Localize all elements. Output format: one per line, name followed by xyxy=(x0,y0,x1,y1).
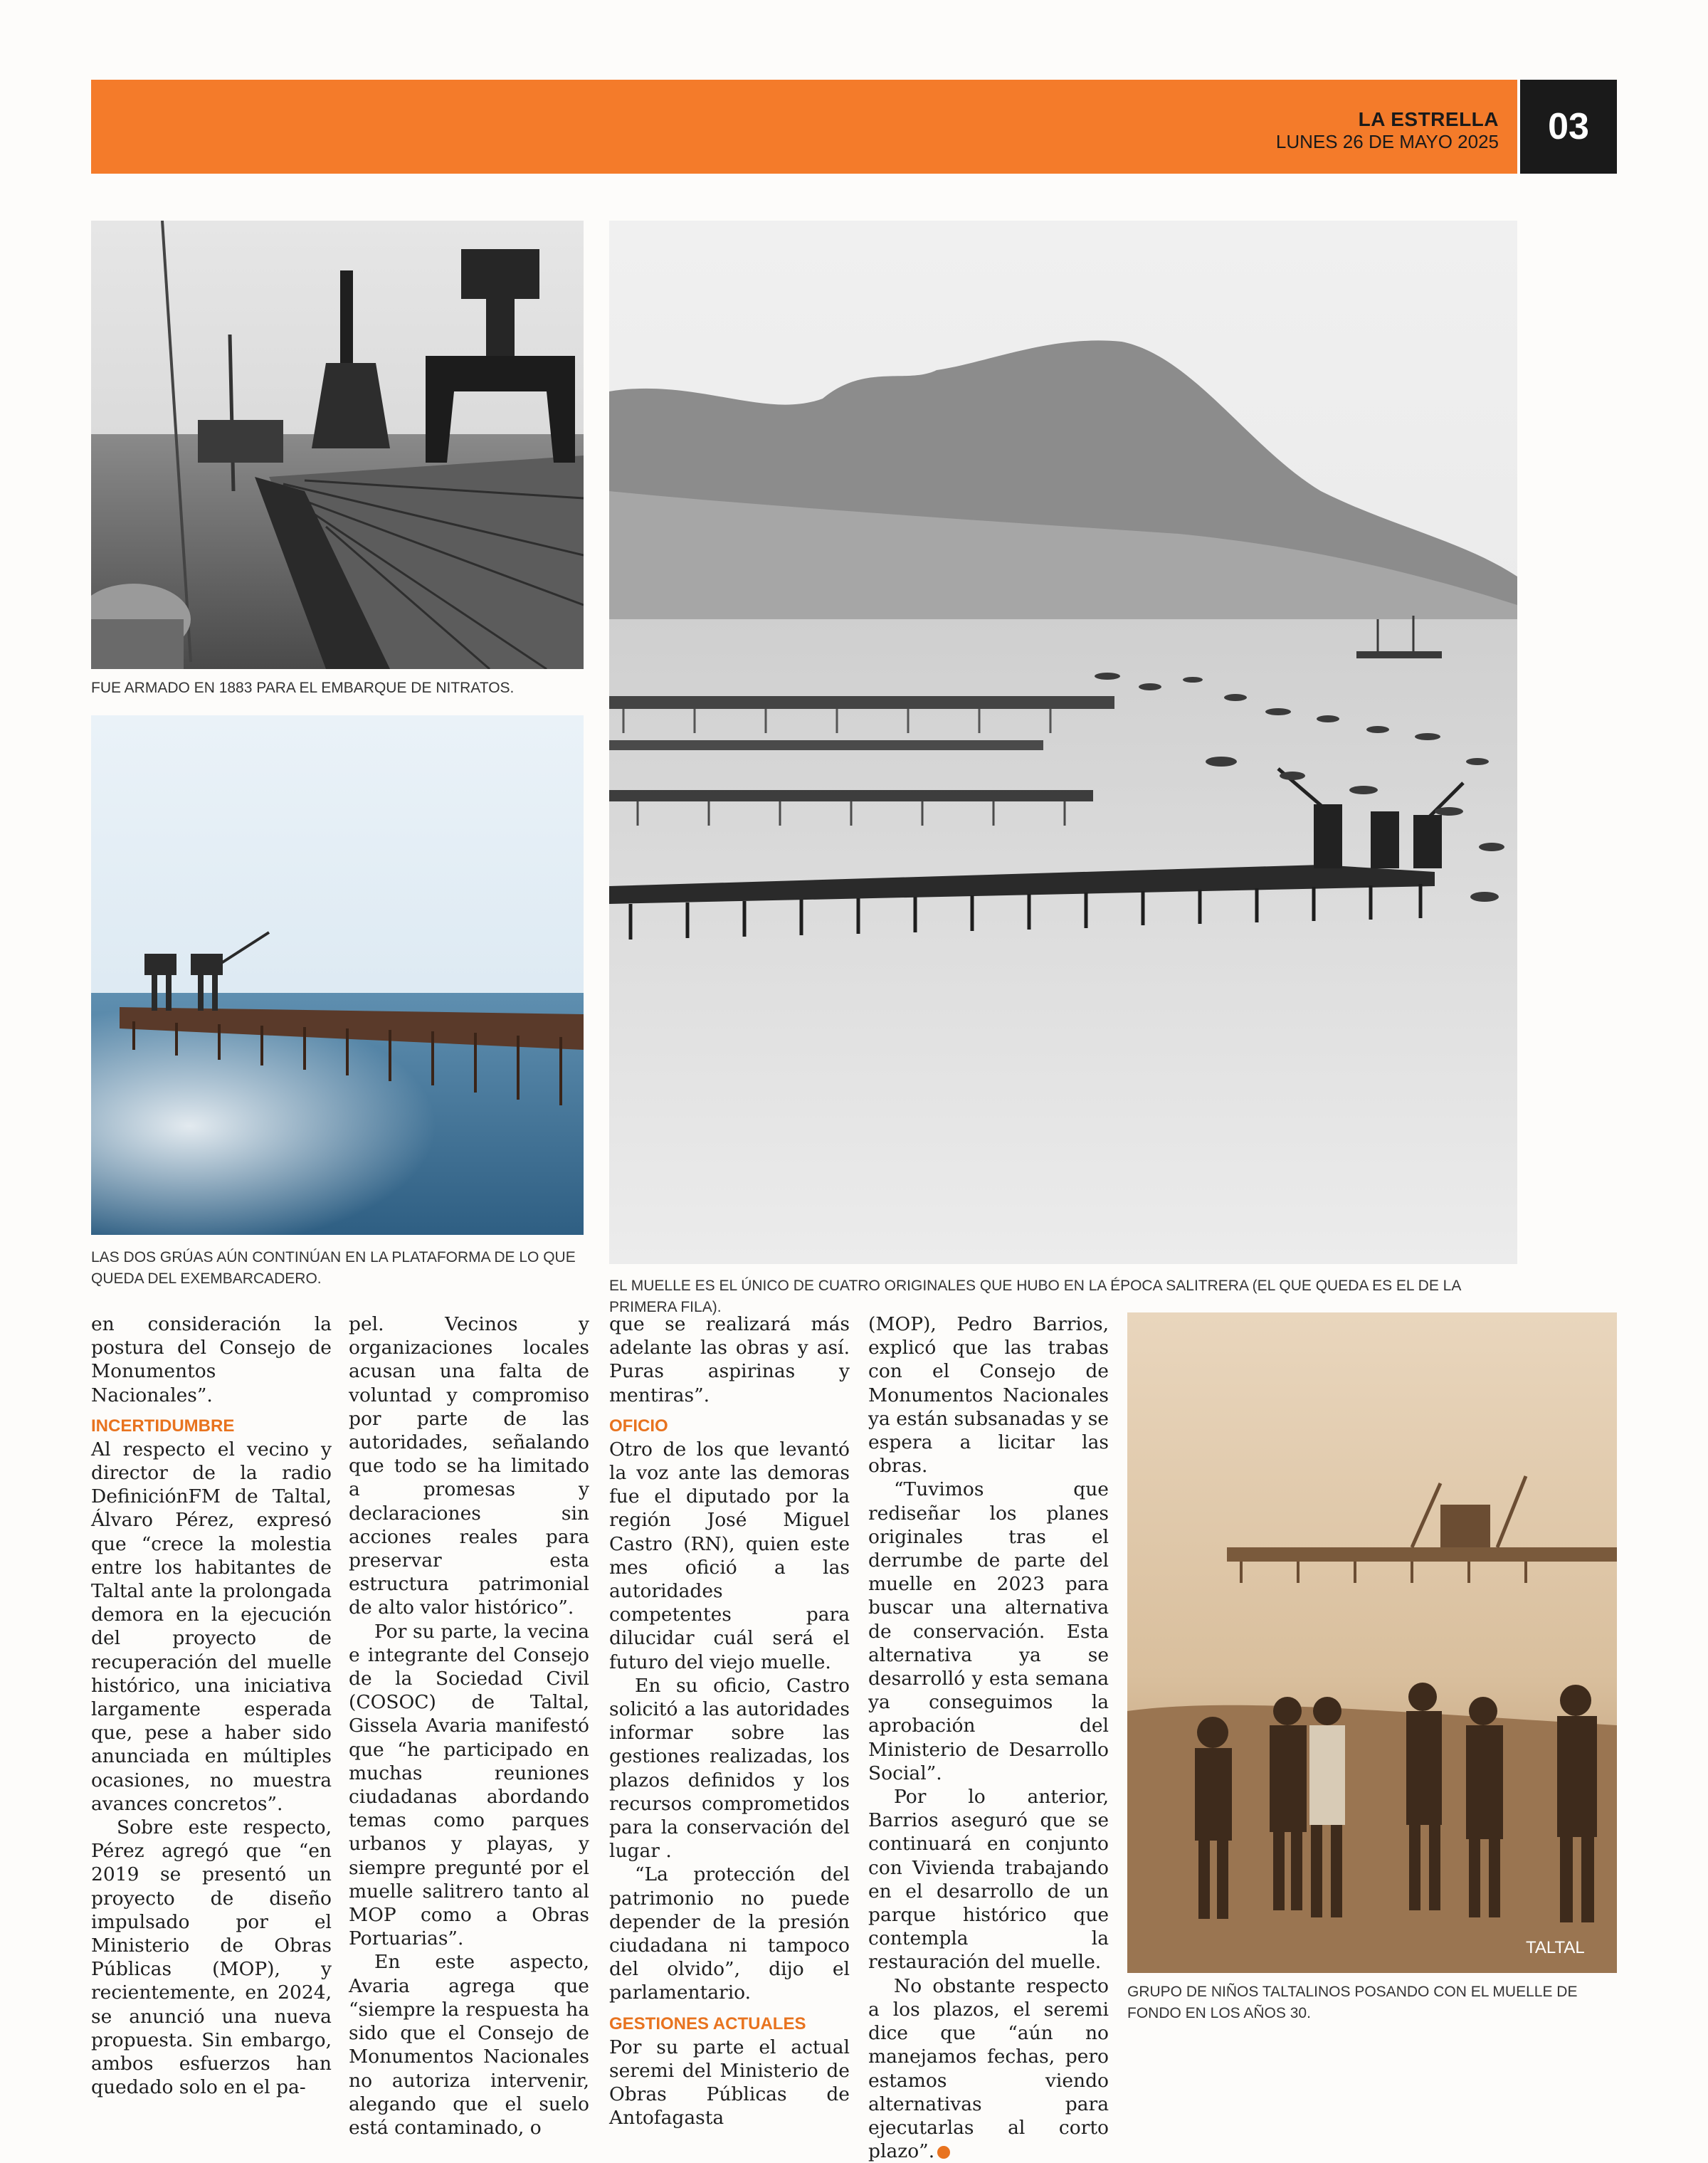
paragraph: que se realizará más adelante las obras y así. Puras aspirinas y mentiras”. xyxy=(609,1313,850,1406)
paragraph: Por su parte, la vecina e integrante del Consejo de la Sociedad Civil (COSOC) de Taltal, Gissela Avaria manifestó que “he participado en muchas reuniones ciudadanas abordando temas como parques urbanos y playas, y siempre pregunté por el muelle salitrero tanto al MOP como a Obras Portuarias”. xyxy=(349,1620,589,1950)
publication-name: LA ESTRELLA xyxy=(1358,108,1499,130)
paragraph: Otro de los que levantó la voz ante las demoras fue el diputado por la región José Miguel Castro (RN), quien este mes ofició a las autoridades competentes para dilucidar cuál será el futuro del viejo muelle. xyxy=(609,1438,850,1673)
end-mark-icon xyxy=(937,2146,950,2159)
header-bar xyxy=(91,80,1517,174)
four-piers-caption: EL MUELLE ES EL ÚNICO DE CUATRO ORIGINALES QUE HUBO EN LA ÉPOCA SALITRERA (EL QUE QUEDA ES EL DE LA PRIMERA FILA). xyxy=(609,1278,1461,1315)
paragraph: Por lo anterior, Barrios aseguró que se continuará en conjunto con Vivienda trabajando en el desarrollo de un parque histórico que contempla la restauración del muelle. xyxy=(868,1786,1109,1974)
paragraph: Por su parte el actual seremi del Ministerio de Obras Públicas de Antofagasta xyxy=(609,2036,850,2130)
paragraph: (MOP), Pedro Barrios, explicó que las trabas con el Consejo de Monumentos Nacionales ya están subsanadas y se espera a licitar las obras. xyxy=(868,1313,1109,1478)
article-column-1 xyxy=(91,1312,332,2100)
paragraph: Sobre este respecto, Pérez agregó que “en 2019 se presentó un proyecto de diseño impulsado por el Ministerio de Obras Públicas (MOP), y recientemente, en 2024, se anunció una nueva propuesta. Sin embargo, ambos esfuerzos han quedado solo en el pa- xyxy=(91,1816,332,2099)
paragraph: en consideración la postura del Consejo de Monumentos Nacionales”. xyxy=(91,1313,332,1406)
four-piers-photo xyxy=(609,221,1517,1264)
remaining-platform-caption: LAS DOS GRÚAS AÚN CONTINÚAN EN LA PLATAFORMA DE LO QUE QUEDA DEL EXEMBARCADERO. xyxy=(91,1249,576,1287)
paragraph: “Tuvimos que rediseñar los planes originales tras el derrumbe de parte del muelle en 2023 para buscar una alternativa de conservación. Esta alternativa ya se desarrolló y esta semana ya conseguimos la aprobación del Ministerio de Desarrollo Social”. xyxy=(868,1478,1109,1784)
publication-date: LUNES 26 DE MAYO 2025 xyxy=(1275,131,1499,152)
subhead-gestiones-actuales: GESTIONES ACTUALES xyxy=(609,2014,806,2033)
crane-pier-caption: FUE ARMADO EN 1883 PARA EL EMBARQUE DE NITRATOS. xyxy=(91,680,515,696)
children-caption: GRUPO DE NIÑOS TALTALINOS POSANDO CON EL MUELLE DE FONDO EN LOS AÑOS 30. xyxy=(1127,1984,1578,2021)
article-column-3 xyxy=(609,1312,850,2130)
paragraph-final xyxy=(868,1974,1109,2163)
paragraph: “La protección del patrimonio no puede depender de la presión ciudadana ni tampoco del olvido”, dijo el parlamentario. xyxy=(609,1863,850,2004)
masthead xyxy=(1161,80,1517,174)
paragraph: Al respecto el vecino y director de la radio DefiniciónFM de Taltal, Álvaro Pérez, expresó que “crece la molestia entre los habitantes de Taltal ante la prolongada demora en la ejecución del proyecto de recuperación del muelle histórico, una iniciativa largamente esperada que, pese a haber sido anunciada en múltiples ocasiones, no muestra avances concretos”. xyxy=(91,1438,332,1815)
subhead-incertidumbre: INCERTIDUMBRE xyxy=(91,1416,235,1436)
photo-watermark: TALTAL xyxy=(1526,1938,1585,1957)
crane-pier-photo xyxy=(91,221,584,669)
article-column-4 xyxy=(868,1312,1109,2163)
remaining-platform-photo xyxy=(91,715,584,1235)
page-number: 03 xyxy=(1520,80,1617,174)
article-column-2 xyxy=(349,1312,589,2140)
paragraph-text: No obstante respecto a los plazos, el seremi dice que “aún no manejamos fechas, pero estamos viendo alternativas para ejecutarlas al corto plazo”. xyxy=(868,1974,1109,2163)
paragraph: pel. Vecinos y organizaciones locales acusan una falta de voluntad y compromiso por parte de las autoridades, señalando que todo se ha limitado a promesas y declaraciones sin acciones reales para preservar esta estructura patrimonial de alto valor histórico”. xyxy=(349,1313,589,1619)
children-photo xyxy=(1127,1312,1617,1973)
subhead-oficio: OFICIO xyxy=(609,1416,668,1436)
paragraph: En este aspecto, Avaria agrega que “siempre la respuesta ha sido que el Consejo de Monumentos Nacionales no autoriza intervenir, alegando que el suelo está contaminado, o xyxy=(349,1951,589,2139)
paragraph: En su oficio, Castro solicitó a las autoridades informar sobre las gestiones realizadas, los plazos definidos y los recursos comprometidos para la conservación del lugar . xyxy=(609,1674,850,1863)
